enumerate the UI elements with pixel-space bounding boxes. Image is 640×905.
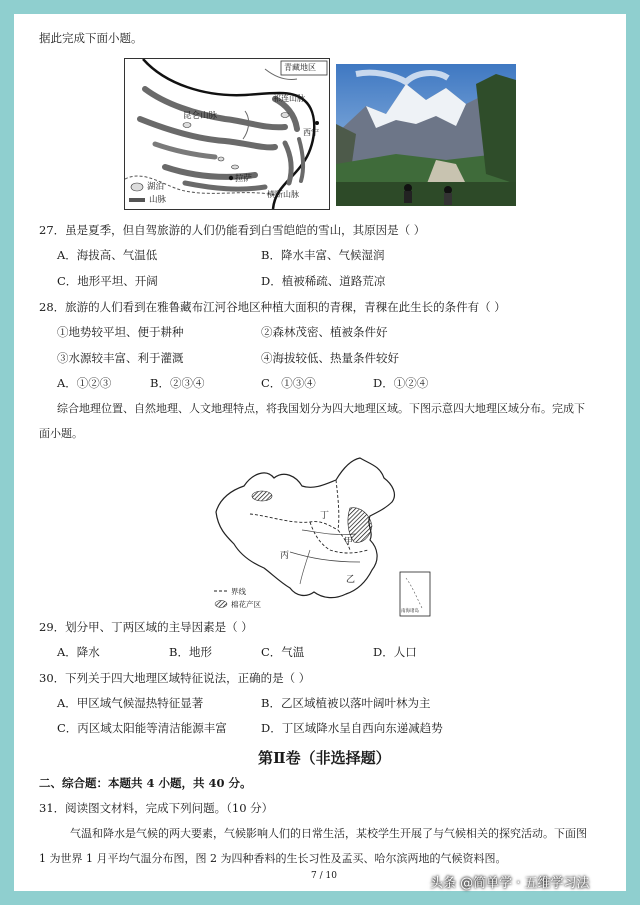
exam-page (14, 14, 626, 891)
q28-option-c[interactable]: C．①③④ (261, 376, 316, 390)
q30-option-b[interactable]: B．乙区域植被以落叶阔叶林为主 (261, 696, 431, 710)
map2-legend-boundary: 界线 (231, 587, 246, 596)
q27-option-b[interactable]: B．降水丰富、气候湿润 (261, 248, 385, 262)
intro-top: 据此完成下面小题。 (39, 31, 143, 45)
q27-option-a[interactable]: A．海拔高、气温低 (57, 248, 158, 262)
map1-lhasa-label: 拉萨 (235, 174, 253, 184)
q28-option-a[interactable]: A．①②③ (57, 376, 112, 390)
q29-option-d[interactable]: D．人口 (373, 645, 417, 659)
q31-line1: 气温和降水是气候的两大要素，气候影响人们的日常生活，某校学生开展了与气候相关的探究活动。下面图 (70, 827, 587, 840)
map2-region-yi: 乙 (346, 575, 356, 585)
map2-region-ding: 丁 (320, 511, 330, 521)
q29-option-b[interactable]: B．地形 (169, 645, 212, 659)
section2-subtitle: 二、综合题：本题共 4 小题，共 40 分。 (39, 776, 252, 790)
q28-statement-1: ①地势较平坦、便于耕种 (57, 325, 184, 339)
section2-title: 第Ⅱ卷（非选择题） (258, 749, 391, 767)
map1-kunlun-label: 昆仑山脉 (183, 111, 218, 121)
qinghai-tibet-map (124, 58, 330, 210)
q29-option-c[interactable]: C．气温 (261, 645, 305, 659)
page-number: 7 / 10 (311, 871, 337, 881)
q27-option-c[interactable]: C．地形平坦、开阔 (57, 274, 158, 288)
q28-option-b[interactable]: B．②③④ (150, 376, 205, 390)
china-regions-map (210, 450, 442, 618)
map1-qilian-label: 祁连山脉 (273, 94, 305, 103)
map1-legend-lake: 湖泊 (147, 182, 165, 192)
q28-statement-2: ②森林茂密、植被条件好 (261, 325, 388, 339)
map2-inset-label: 南海诸岛 (401, 609, 419, 614)
q30-option-d[interactable]: D．丁区域降水呈自西向东递减趋势 (261, 721, 443, 735)
q31-stem: 31．阅读图文材料，完成下列问题。（10 分） (39, 801, 274, 815)
q29-option-a[interactable]: A．降水 (57, 645, 100, 659)
q28-statement-3: ③水源较丰富、利于灌溉 (57, 351, 184, 365)
q28-stem: 28．旅游的人们看到在雅鲁藏布江河谷地区种植大面积的青稞，青稞在此生长的条件有（ ） (39, 300, 506, 314)
watermark-text: 头条 @简单学 · 五维学习法 (430, 876, 590, 891)
q27-option-d[interactable]: D．植被稀疏、道路荒凉 (261, 274, 386, 288)
map1-xining-label: 西宁 (303, 128, 319, 137)
q28-option-d[interactable]: D．①②④ (373, 376, 429, 390)
map2-legend-cotton: 棉花产区 (231, 600, 261, 609)
snow-mountain-illustration (336, 64, 516, 206)
q29-stem: 29．划分甲、丁两区域的主导因素是（ ） (39, 620, 253, 634)
map2-region-bing: 丙 (280, 551, 290, 561)
q30-stem: 30．下列关于四大地理区域特征说法，正确的是（ ） (39, 671, 311, 685)
map1-hengduan-label: 横断山脉 (267, 190, 299, 199)
map1-box-label: 青藏地区 (284, 63, 316, 72)
q30-option-c[interactable]: C．丙区域太阳能等清洁能源丰富 (57, 721, 227, 735)
intro2-line2: 面小题。 (39, 427, 83, 440)
map2-region-jia: 甲 (344, 537, 354, 547)
map1-legend-mountain: 山脉 (149, 195, 167, 205)
q31-line2: 1 为世界 1 月平均气温分布图，图 2 为四种香料的生长习性及孟买、哈尔滨两地的气候资料图。 (39, 852, 507, 865)
snow-mountain-photo (336, 64, 516, 206)
q28-statement-4: ④海拔较低、热量条件较好 (261, 351, 399, 365)
q30-option-a[interactable]: A．甲区域气候湿热特征显著 (57, 696, 204, 710)
intro2-line1: 综合地理位置、自然地理、人文地理特点，将我国划分为四大地理区域。下图示意四大地理区域分布。完成下 (57, 402, 585, 415)
q27-stem: 27．虽是夏季，但自驾旅游的人们仍能看到白雪皑皑的雪山，其原因是（ ） (39, 223, 426, 237)
